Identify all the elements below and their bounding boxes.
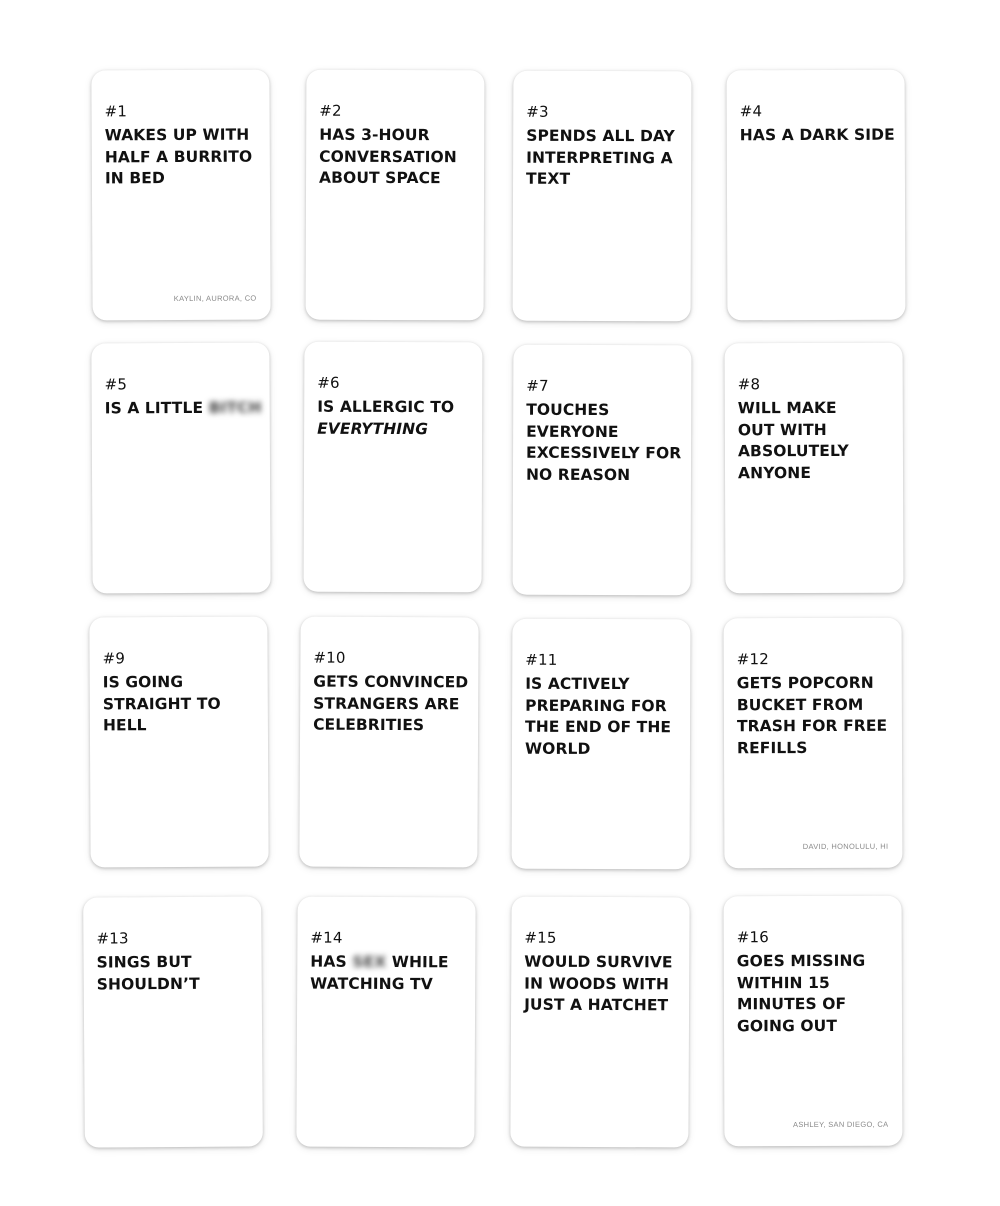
card-16 xyxy=(724,896,903,1147)
card-2 xyxy=(306,70,485,321)
card-line: TEXT xyxy=(526,169,571,188)
card-number: #3 xyxy=(526,102,549,121)
card-line: SHOULDN’T xyxy=(96,974,200,994)
card-line: ANYONE xyxy=(737,463,812,482)
card-line: WAKES UP WITH xyxy=(104,125,250,145)
card-line-text: WHILE xyxy=(391,953,449,972)
card-line: PREPARING FOR xyxy=(525,696,667,715)
card-11 xyxy=(512,619,691,870)
card-line: GETS CONVINCED xyxy=(313,672,469,692)
card-line: GOING OUT xyxy=(736,1016,838,1035)
card-text xyxy=(310,952,448,996)
card-text xyxy=(103,672,221,737)
card-number: #15 xyxy=(524,928,557,947)
card-line: IN BED xyxy=(104,169,165,188)
card-line: IS ALLERGIC TO xyxy=(317,397,455,417)
card-line: HAS A DARK SIDE xyxy=(739,125,895,145)
card-12 xyxy=(724,618,903,869)
card-line: CELEBRITIES xyxy=(313,715,425,735)
card-number: #6 xyxy=(317,373,340,392)
card-line xyxy=(105,398,262,420)
card-line: CONVERSATION xyxy=(319,147,457,166)
card-text xyxy=(525,674,671,761)
card-5 xyxy=(91,343,270,594)
card-text xyxy=(319,125,457,190)
card-text xyxy=(738,398,849,484)
card-number: #2 xyxy=(319,101,342,120)
card-14 xyxy=(296,897,475,1148)
card-line: JUST A HATCHET xyxy=(524,995,669,1015)
card-text xyxy=(105,125,253,190)
card-number: #16 xyxy=(736,928,770,947)
card-1 xyxy=(91,70,270,321)
card-line: EXCESSIVELY FOR xyxy=(526,443,682,463)
card-line: SINGS BUT xyxy=(96,952,192,972)
card-line: OUT WITH xyxy=(737,420,827,439)
card-number: #9 xyxy=(102,649,126,668)
card-credit: KAYLIN, AURORA, CO xyxy=(173,293,257,304)
card-number: #13 xyxy=(96,929,129,948)
card-line: SPENDS ALL DAY xyxy=(526,126,675,146)
card-3 xyxy=(513,71,692,322)
card-line xyxy=(310,952,448,974)
card-text xyxy=(313,672,468,737)
card-text xyxy=(737,673,888,760)
card-number: #8 xyxy=(737,375,761,394)
card-number: #10 xyxy=(313,648,346,667)
card-number: #5 xyxy=(104,375,128,394)
card-text xyxy=(740,125,895,147)
card-line: WITHIN 15 xyxy=(736,973,830,992)
card-text xyxy=(524,952,673,1017)
card-number: #14 xyxy=(310,928,343,947)
card-15 xyxy=(510,897,689,1148)
censored-word: BITCH xyxy=(208,398,262,417)
card-line: EVERYONE xyxy=(526,422,619,441)
card-text xyxy=(105,398,262,420)
card-credit: ASHLEY, SAN DIEGO, CA xyxy=(792,1119,889,1130)
card-line: NO REASON xyxy=(525,465,631,484)
card-line-text: IS A LITTLE xyxy=(104,398,204,418)
card-number: #7 xyxy=(526,376,549,395)
card-number: #4 xyxy=(739,102,763,121)
card-4 xyxy=(727,70,906,321)
card-text xyxy=(97,952,200,996)
card-line: GETS POPCORN xyxy=(736,673,874,693)
card-line-text: HAS xyxy=(310,952,347,971)
card-line: IN WOODS WITH xyxy=(524,974,669,993)
card-line: WILL MAKE xyxy=(737,398,837,418)
card-line: STRANGERS ARE xyxy=(313,694,460,713)
card-line: EVERYTHING xyxy=(317,419,429,438)
card-line: HELL xyxy=(102,716,147,735)
card-line: BUCKET FROM xyxy=(736,695,864,714)
card-line: WATCHING TV xyxy=(310,974,433,993)
card-number: #11 xyxy=(525,650,558,669)
card-line: WORLD xyxy=(524,739,591,758)
card-10 xyxy=(299,617,478,868)
card-line: IS ACTIVELY xyxy=(525,674,630,694)
card-line: HAS 3-HOUR xyxy=(319,125,430,145)
card-6 xyxy=(304,342,483,593)
card-7 xyxy=(513,345,692,596)
card-text xyxy=(737,951,866,1037)
card-number: #12 xyxy=(736,650,770,669)
card-13 xyxy=(83,896,263,1147)
card-9 xyxy=(89,617,268,868)
card-line: MINUTES OF xyxy=(736,994,847,1014)
card-text xyxy=(317,397,454,440)
card-line: STRAIGHT TO xyxy=(102,694,221,713)
card-line: INTERPRETING A xyxy=(526,148,673,167)
censored-word: SEX xyxy=(352,952,387,972)
card-line: HALF A BURRITO xyxy=(104,147,253,166)
card-number: #1 xyxy=(104,102,128,121)
card-line: THE END OF THE xyxy=(525,717,672,737)
card-line: REFILLS xyxy=(736,738,808,757)
card-line: IS GOING xyxy=(102,672,184,692)
card-credit: DAVID, HONOLULU, HI xyxy=(802,841,889,852)
card-text xyxy=(526,400,682,487)
card-line: GOES MISSING xyxy=(736,951,866,971)
card-line: ABOUT SPACE xyxy=(319,168,441,188)
card-line: TRASH FOR FREE xyxy=(736,716,888,736)
card-text xyxy=(526,126,675,191)
card-8 xyxy=(725,343,904,594)
card-line: ABSOLUTELY xyxy=(737,441,849,461)
card-line: TOUCHES xyxy=(526,400,610,420)
card-line: WOULD SURVIVE xyxy=(524,952,673,972)
